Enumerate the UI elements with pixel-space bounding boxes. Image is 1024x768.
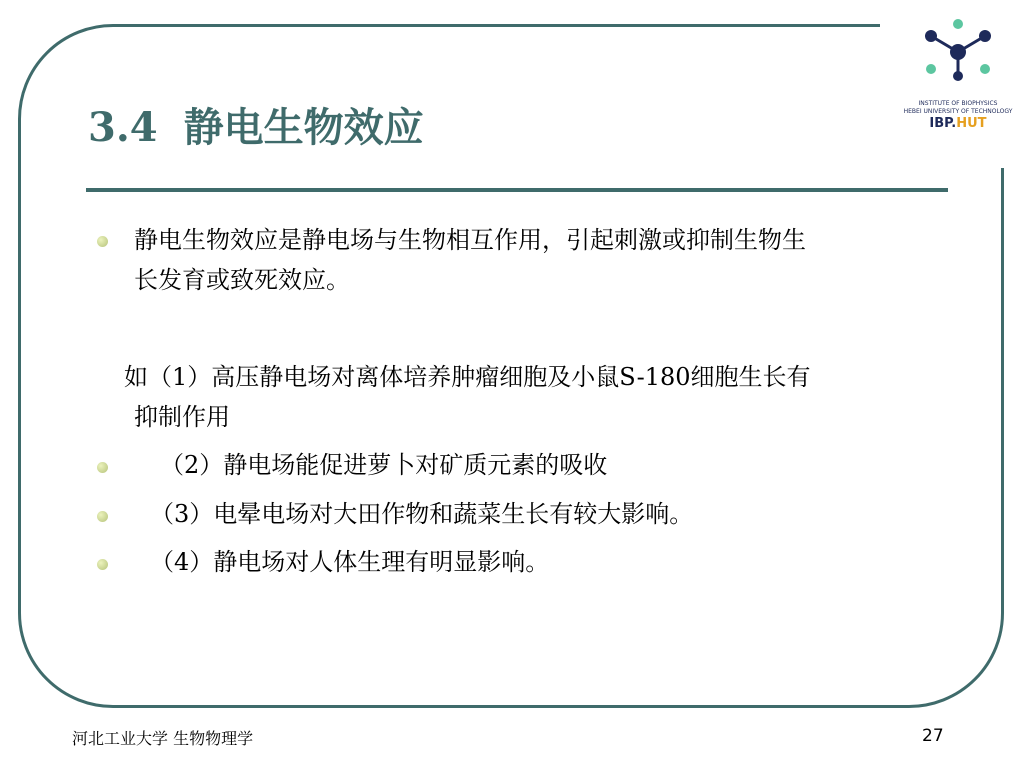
example-text-line: 抑制作用 xyxy=(134,403,230,431)
section-number: 3.4 xyxy=(88,104,158,151)
logo-brand-accent: HUT xyxy=(956,116,987,131)
bullet-text-line: （3）电晕电场对大田作物和蔬菜生长有较大影响。 xyxy=(150,500,694,528)
logo-institute-name: INSTITUTE OF BIOPHYSICS xyxy=(918,100,998,107)
footer-caption: 河北工业大学 生物物理学 xyxy=(72,729,254,748)
section-title: 静电生物效应 xyxy=(183,104,424,151)
bullet-text-line: 静电生物效应是静电场与生物相互作用，引起刺激或抑制生物生 xyxy=(134,226,806,254)
bullet-text-line: 长发育或致死效应。 xyxy=(134,266,350,294)
bullet-text-line: （4）静电场对人体生理有明显影响。 xyxy=(150,548,550,576)
example-text-line: 如（1）高压静电场对离体培养肿瘤细胞及小鼠S-180细胞生长有 xyxy=(124,363,811,391)
bullet-icon xyxy=(97,559,108,570)
bullet-text-line: （2）静电场能促进萝卜对矿质元素的吸收 xyxy=(160,451,608,479)
bullet-icon xyxy=(97,236,108,247)
bullet-icon xyxy=(97,462,108,473)
bullet-icon xyxy=(97,511,108,522)
logo-brand-main: IBP. xyxy=(929,116,957,131)
logo-university-name: HEBEI UNIVERSITY OF TECHNOLOGY xyxy=(903,108,1013,115)
page-number: 27 xyxy=(922,726,944,746)
